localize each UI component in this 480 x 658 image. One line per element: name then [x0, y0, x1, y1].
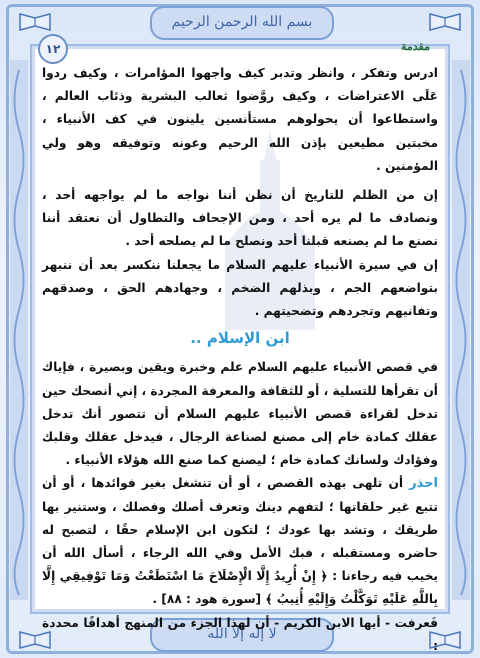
paragraph: ادرس وتفكر ، وانظر وتدبر كيف واجهوا المؤامرات ، وكيف ردوا عَلَى الاعتراضات ، وكيف روَّضوا ثعالب البشرية وذئاب العالم ، واستطاعوا أن يحولوهم مستأنسين يلينون في كف الأنبياء ، مخبتين مطيعين بإذن الله الرحيم وعونه وتوفيقه وهو ولي المؤمنين .	[42, 66, 438, 173]
page-body	[42, 62, 438, 658]
bottom-calligraphy-banner: لا إله إلا الله	[150, 618, 334, 652]
highlighted-word: احذر	[409, 476, 438, 492]
paragraph	[42, 472, 438, 611]
paragraph: في قصص الأنبياء عليهم السلام علم وخبرة ويقين وبصيرة ، فإياك أن تقرأها للتسلية ، أو للثقافة والمعرفة المجردة ، إني أنصحك حين تدخل لقراءة قصص الأنبياء عليهم السلام أن تتصور أنك تدخل عقلك كمادة خام إلى مصنع لصناعة الرجال ، فيدخل عقلك وقلبك وفؤادك ولسانك كمادة خام ؛ ليصنع كما صنع الله هؤلاء الأنبياء .	[42, 360, 438, 468]
top-calligraphy-banner: بسم الله الرحمن الرحيم	[150, 6, 334, 40]
section-tag: مقدمة	[400, 40, 430, 53]
open-book-icon	[428, 8, 462, 32]
paragraph: فَعرفت - أيها الابن الكريم - أن لهذا الجزء من المنهج أهدافًا محددة :	[42, 615, 438, 653]
section-heading: ابن الإسلام ..	[190, 329, 290, 348]
paragraph-text: أن تلهى بهذه القصص ، أو أن تنشغل بغير فوائدها ، أو أن تتبع غير حلقاتها ؛ لتفهم دينك وتعرف أصلك وفصلك ، وستنير بها طريقك ، وتشد بها عودك ؛ لتكون ابن الإسلام حقًا ، لتصبح له حاضره ومستقبله ، فبك الأمل وفي الله الرجاء ، أسأل الله أن يخيب فيه رجاءنا : ﴿ إِنْ أُرِيدُ إِلَّا الْإِصْلَاحَ مَا اسْتَطَعْتُ وَمَا تَوْفِيقِي إِلَّا بِاللَّهِ عَلَيْهِ تَوَكَّلْتُ وَإِلَيْهِ أُنِيبُ ﴾ [سورة هود : ٨٨] .	[42, 476, 438, 607]
page-number: ١٢	[38, 34, 68, 64]
open-book-icon	[18, 8, 52, 32]
left-ornament	[8, 60, 30, 600]
paragraph: إن في سيرة الأنبياء عليهم السلام ما يجعلنا ننكسر بعد أن ننبهر بتواضعهم الجم ، وبذلهم الضخم ، وجهادهم الحق ، وصدقهم وتفانيهم وتجردهم وتضحيتهم .	[42, 257, 438, 319]
right-ornament	[450, 60, 472, 600]
paragraph: إن من الظلم للتاريخ أن نظن أننا نواجه ما لم يواجهه أحد ، ونصادف ما لم يره أحد ، ومن الإجحاف والتطاول أن نعتقد أننا نصنع ما لم يصنعه قبلنا أحد ونصلح ما لم يصلحه أحد .	[42, 188, 438, 249]
